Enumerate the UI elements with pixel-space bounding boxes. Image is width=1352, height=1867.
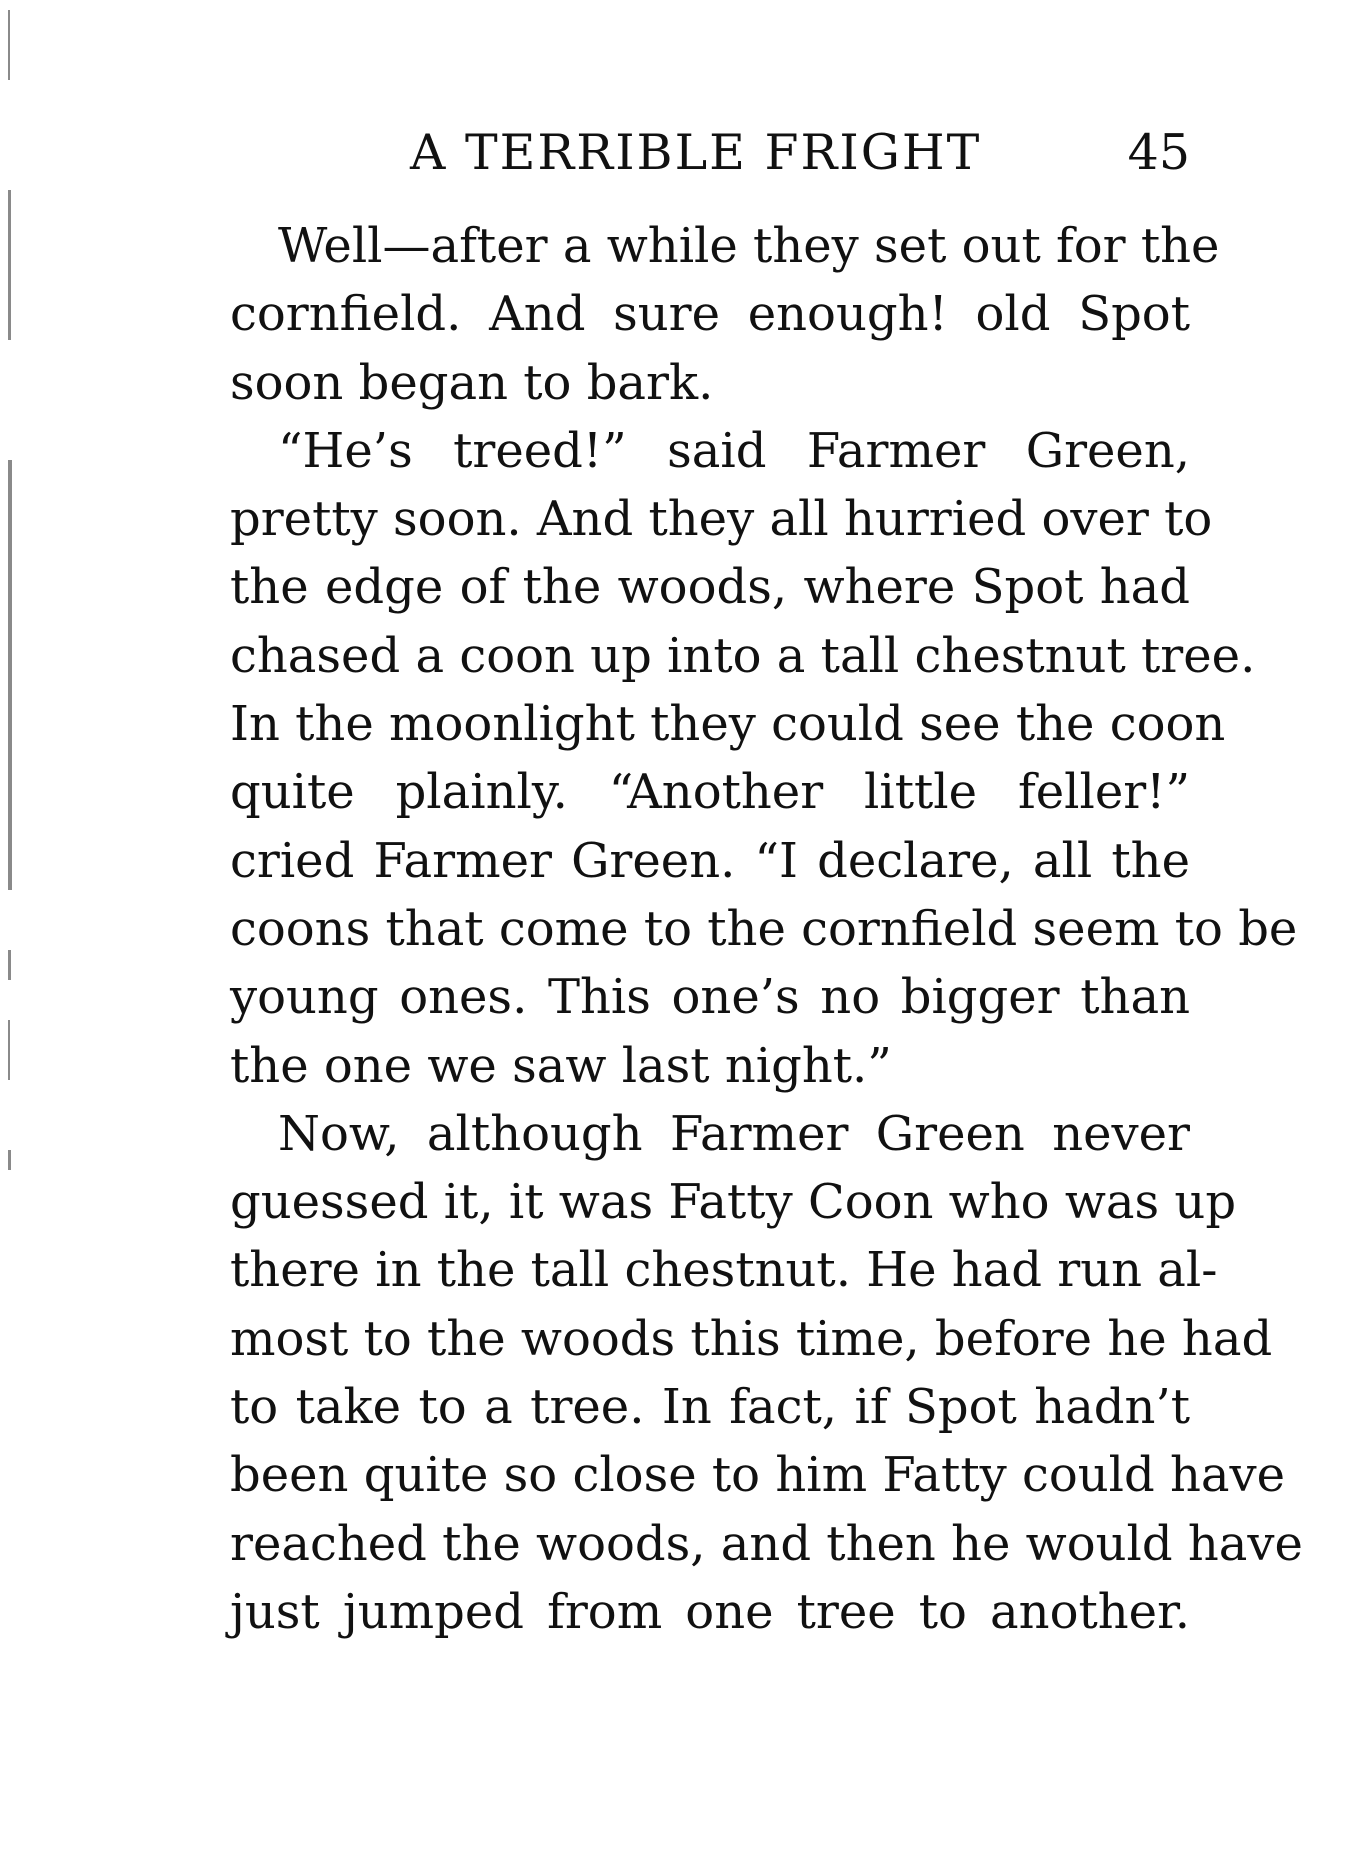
scan-gutter-mark <box>8 1150 11 1170</box>
text-line: “He’s treed!” said Farmer Green, <box>278 422 1190 479</box>
scan-gutter-mark <box>8 10 10 80</box>
text-line: most to the woods this time, before he had <box>230 1310 1273 1367</box>
text-line: the edge of the woods, where Spot had <box>230 559 1190 616</box>
running-head: A TERRIBLE FRIGHT <box>410 124 982 181</box>
text-line: to take to a tree. In fact, if Spot hadn’t <box>230 1379 1190 1436</box>
text-line: young ones. This one’s no bigger than <box>230 969 1190 1026</box>
text-line: guessed it, it was Fatty Coon who was up <box>230 1174 1237 1231</box>
text-line: Well—after a while they set out for the <box>278 218 1220 274</box>
page-number: 45 <box>1127 124 1190 181</box>
page-header <box>230 118 1190 188</box>
text-line: soon began to bark. <box>230 354 714 411</box>
text-line: cried Farmer Green. “I declare, all the <box>230 832 1190 889</box>
paragraph <box>230 212 1220 417</box>
text-line: the one we saw last night.” <box>230 1037 892 1094</box>
text-line: quite plainly. “Another little feller!” <box>230 764 1190 821</box>
text-line: coons that come to the cornfield seem to be <box>230 900 1298 957</box>
text-line: Now, although Farmer Green never <box>278 1105 1190 1162</box>
text-line: In the moonlight they could see the coon <box>230 696 1226 753</box>
text-line: just jumped from one tree to another. <box>230 1583 1190 1640</box>
paragraph <box>230 1100 1303 1646</box>
text-line: reached the woods, and then he would have <box>230 1515 1303 1572</box>
body-text <box>230 212 1303 1646</box>
text-line: there in the tall chestnut. He had run al- <box>230 1242 1218 1299</box>
paragraph <box>230 417 1298 1100</box>
text-line: pretty soon. And they all hurried over to <box>230 491 1213 548</box>
text-line: chased a coon up into a tall chestnut tree. <box>230 627 1256 684</box>
text-line: cornfield. And sure enough! old Spot <box>230 286 1190 343</box>
text-line: been quite so close to him Fatty could have <box>230 1447 1286 1504</box>
scan-gutter-mark <box>8 1020 10 1080</box>
scan-gutter-mark <box>8 460 12 890</box>
scan-gutter-mark <box>8 190 11 340</box>
scan-gutter-mark <box>8 950 11 980</box>
